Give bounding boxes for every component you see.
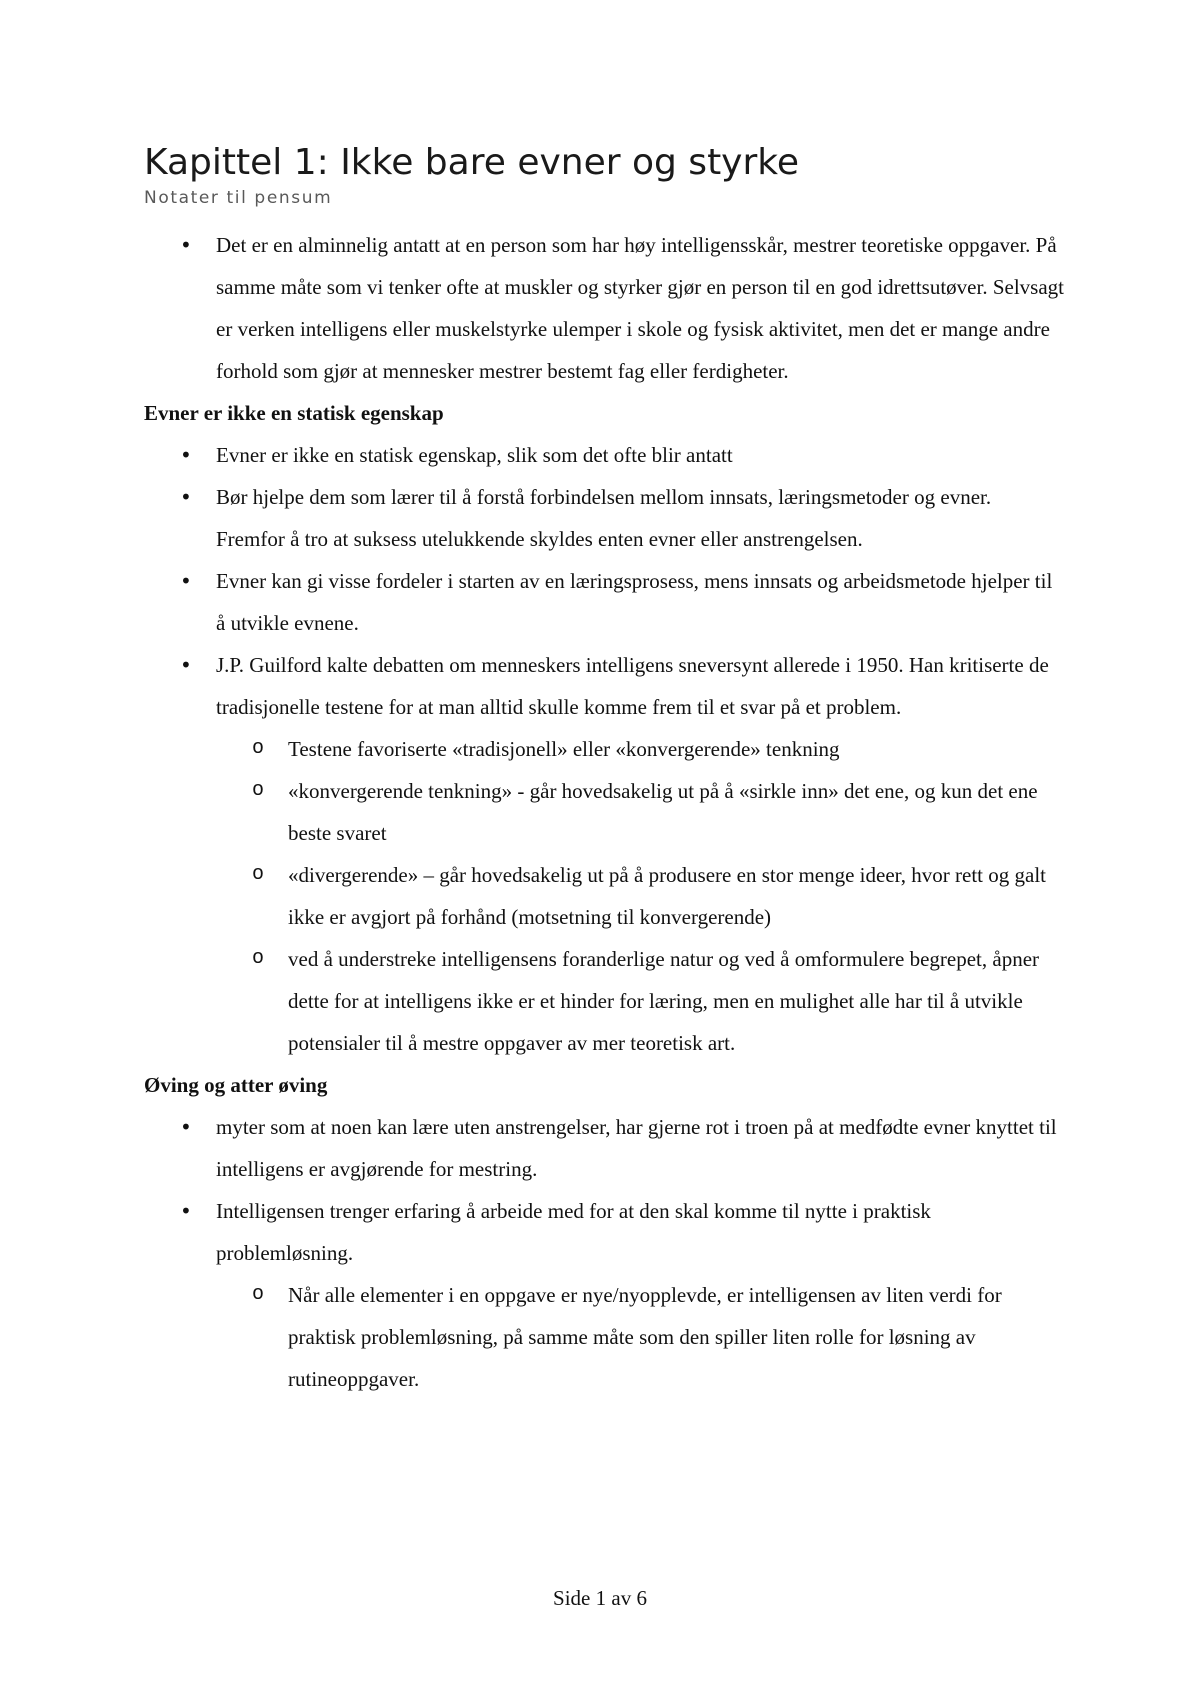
page-number-footer: Side 1 av 6: [553, 1586, 647, 1610]
intro-list: [144, 224, 1064, 392]
list-item-guilford: [144, 644, 1064, 1064]
section-list-evner: [144, 434, 1064, 1064]
sub-list-item: o «divergerende» – går hovedsakelig ut på å produsere en stor menge ideer, hvor rett og galt ikke er avgjort på forhånd (motsetning til konvergerende): [216, 854, 1064, 938]
list-item: • Evner kan gi visse fordeler i starten av en læringsprosess, mens innsats og arbeidsmetode hjelper til å utvikle evnene.: [144, 560, 1064, 644]
section-list-oving: [144, 1106, 1064, 1400]
document-subtitle: Notater til pensum: [144, 188, 333, 208]
sub-list-item: o Når alle elementer i en oppgave er nye/nyopplevde, er intelligensen av liten verdi for praktisk problemløsning, på samme måte som den spiller liten rolle for løsning av rutineoppgaver.: [216, 1274, 1064, 1400]
sub-list-item: o «konvergerende tenkning» - går hovedsakelig ut på å «sirkle inn» det ene, og kun det ene beste svaret: [216, 770, 1064, 854]
sub-list-item: o ved å understreke intelligensens foranderlige natur og ved å omformulere begrepet, åpner dette for at intelligens ikke er et hinder for læring, men en mulighet alle har til å utvikle potensialer til å mestre oppgaver av mer teoretisk art.: [216, 938, 1064, 1064]
list-item-intelligens: [144, 1190, 1064, 1400]
sub-list-item: o Testene favoriserte «tradisjonell» eller «konvergerende» tenkning: [216, 728, 1064, 770]
sub-list-intelligens: [216, 1274, 1064, 1400]
document-body: [144, 224, 1064, 1400]
list-item: • Det er en alminnelig antatt at en person som har høy intelligensskår, mestrer teoretiske oppgaver. På samme måte som vi tenker ofte at muskler og styrker gjør en person til en god idrettsutøver. Selvsagt er verken intelligens eller muskelstyrke ulemper i skole og fysisk aktivitet, men det er mange andre forhold som gjør at mennesker mestrer bestemt fag eller ferdigheter.: [144, 224, 1064, 392]
list-item: • Bør hjelpe dem som lærer til å forstå forbindelsen mellom innsats, læringsmetoder og evner. Fremfor å tro at suksess utelukkende skyldes enten evner eller anstrengelsen.: [144, 476, 1064, 560]
list-item: • myter som at noen kan lære uten anstrengelser, har gjerne rot i troen på at medfødte evner knyttet til intelligens er avgjørende for mestring.: [144, 1106, 1064, 1190]
section-heading-evner: Evner er ikke en statisk egenskap: [144, 401, 444, 425]
section-heading-oving: Øving og atter øving: [144, 1073, 328, 1097]
list-item-text: J.P. Guilford kalte debatten om menneskers intelligens sneversynt allerede i 1950. Han kritiserte de tradisjonelle testene for at man alltid skulle komme frem til et svar på et problem.: [216, 653, 1049, 719]
list-item: • Evner er ikke en statisk egenskap, slik som det ofte blir antatt: [144, 434, 1064, 476]
document-title: Kapittel 1: Ikke bare evner og styrke: [144, 142, 799, 183]
list-item-text: Intelligensen trenger erfaring å arbeide med for at den skal komme til nytte i praktisk problemløsning.: [216, 1199, 931, 1265]
sub-list-guilford: [216, 728, 1064, 1064]
